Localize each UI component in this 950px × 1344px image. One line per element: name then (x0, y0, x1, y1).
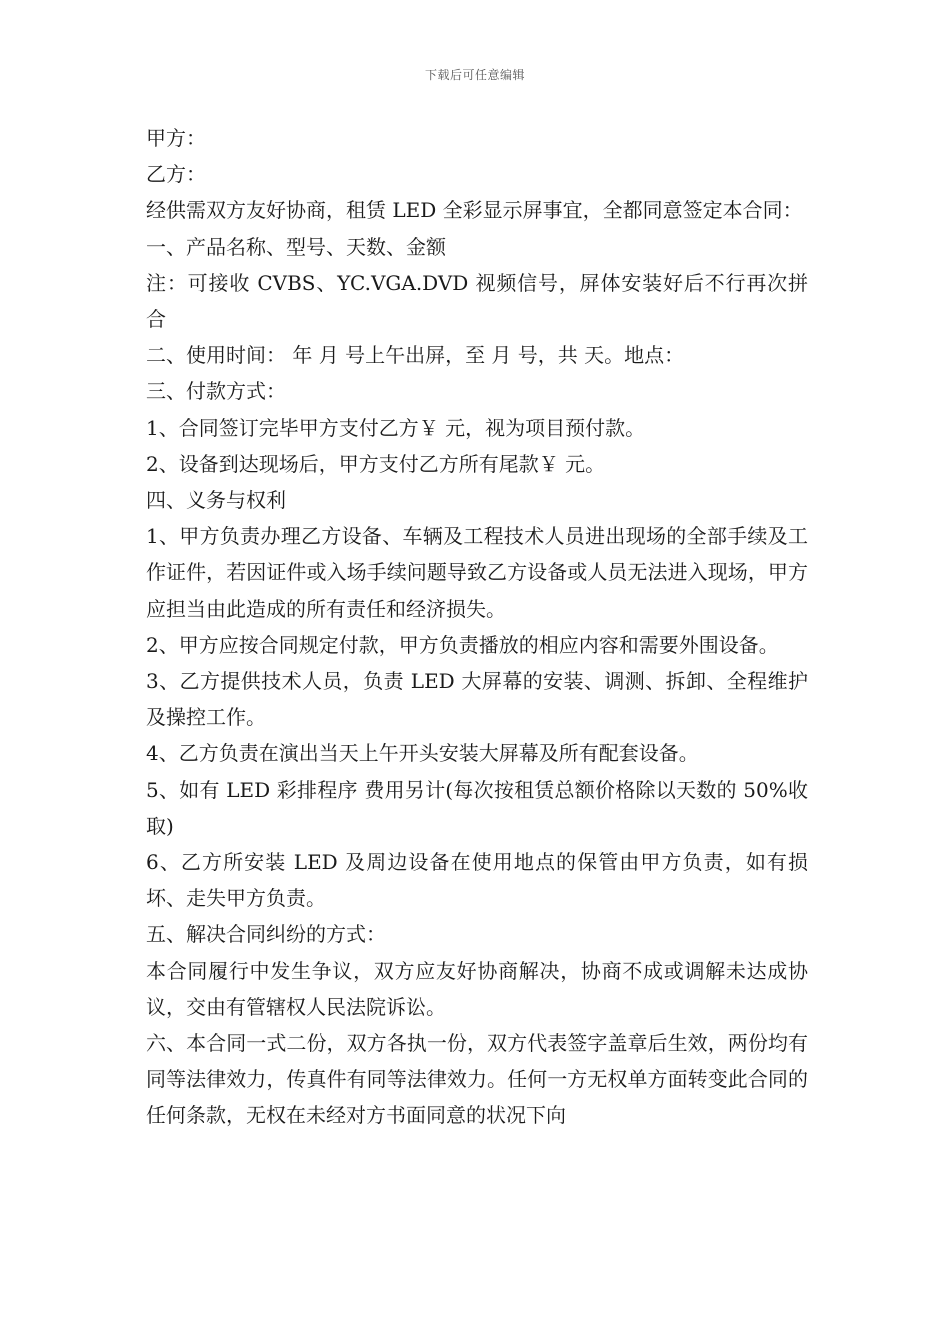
obligation-item-5: 5、如有 LED 彩排程序 费用另计(每次按租赁总额价格除以天数的 50%收取) (146, 777, 808, 838)
section-1-heading: 一、产品名称、型号、天数、金额 (146, 234, 446, 259)
obligation-item-1: 1、甲方负责办理乙方设备、车辆及工程技术人员进出现场的全部手续及工作证件，若因证件或入场手续问题导致乙方设备或人员无法进入现场，甲方应担当由此造成的所有责任和经济损失。 (146, 524, 808, 621)
obligation-item-6: 6、乙方所安装 LED 及周边设备在使用地点的保管由甲方负责，如有损坏、走失甲方负责。 (146, 850, 808, 911)
page-header-note: 下载后可任意编辑 (424, 68, 525, 82)
section-3-heading: 三、付款方式： (146, 379, 286, 404)
intro-paragraph: 经供需双方友好协商，租赁 LED 全彩显示屏事宜，全都同意签定本合同： (146, 198, 803, 223)
section-4-heading: 四、义务与权利 (146, 488, 286, 513)
payment-item-2: 2、设备到达现场后，甲方支付乙方所有尾款￥ 元。 (146, 451, 606, 476)
section-5-heading: 五、解决合同纠纷的方式： (146, 922, 386, 947)
party-a-line: 甲方： (146, 126, 206, 150)
dispute-paragraph: 本合同履行中发生争议，双方应友好协商解决，协商不成或调解未达成协议，交由有管辖权人民法院诉讼。 (146, 958, 808, 1019)
payment-item-1: 1、合同签订完毕甲方支付乙方￥ 元，视为项目预付款。 (146, 415, 646, 440)
note-paragraph: 注：可接收 CVBS、YC.VGA.DVD 视频信号，屏体安装好后不行再次拼合 (146, 270, 808, 332)
party-b-line: 乙方： (146, 162, 206, 187)
document-body (146, 120, 808, 1134)
obligation-item-2: 2、甲方应按合同规定付款，甲方负责播放的相应内容和需要外围设备。 (146, 632, 779, 657)
obligation-item-4: 4、乙方负责在演出当天上午开头安装大屏幕及所有配套设备。 (146, 741, 699, 766)
section-2-usage-time: 二、使用时间： 年 月 号上午出屏，至 月 号，共 天。地点： (146, 343, 685, 368)
section-6-paragraph: 六、本合同一式二份，双方各执一份，双方代表签字盖章后生效，两份均有同等法律效力，传真件有同等法律效力。任何一方无权单方面转变此合同的任何条款，无权在未经对方书面同意的状况下向 (146, 1031, 808, 1128)
obligation-item-3: 3、乙方提供技术人员，负责 LED 大屏幕的安装、调测、拆卸、全程维护及操控工作。 (146, 669, 808, 730)
